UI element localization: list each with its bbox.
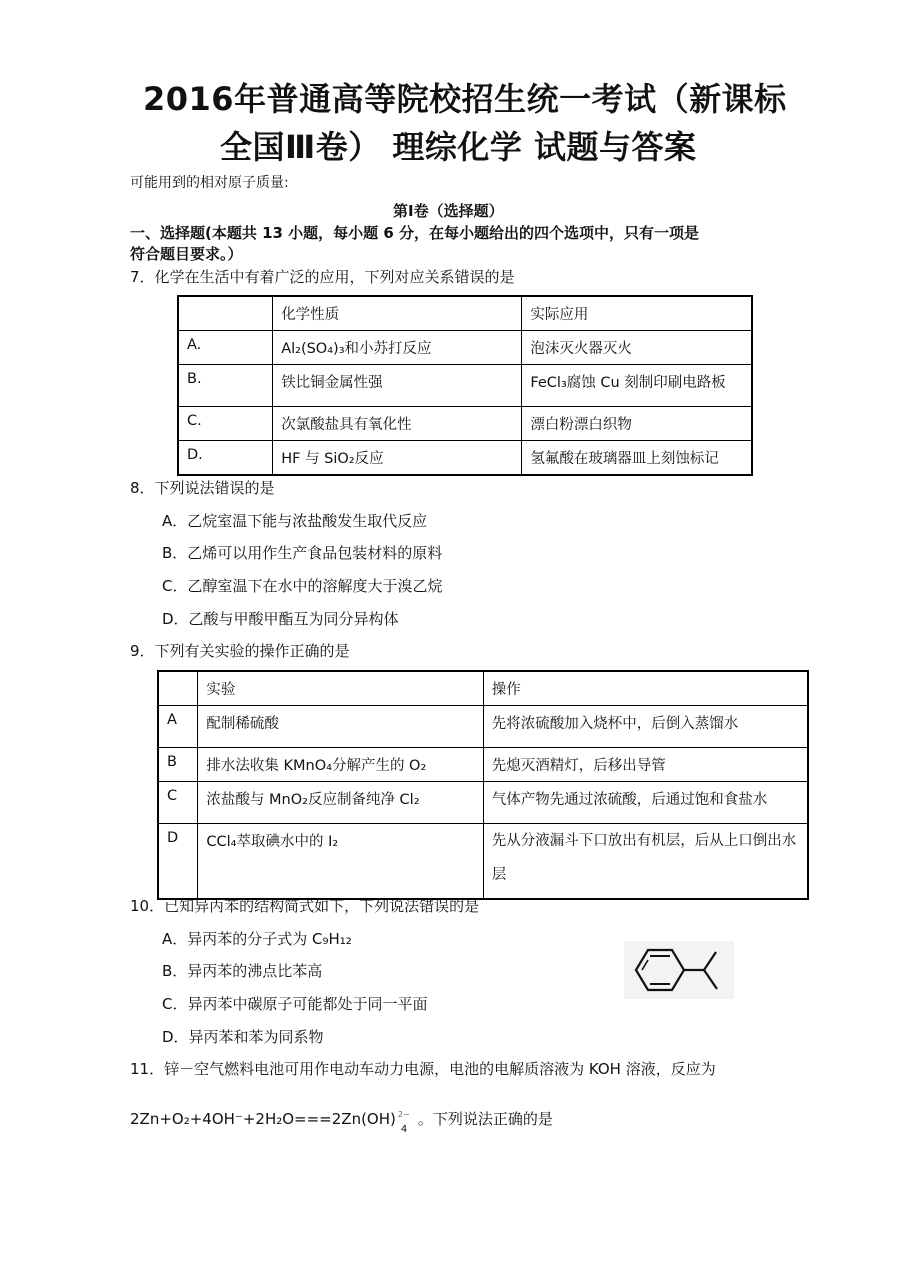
q7-header-property: 化学性质 <box>273 296 522 331</box>
q7-application-cell: 漂白粉漂白织物 <box>522 407 752 441</box>
table-row <box>158 824 808 900</box>
q9-experiment-cell: CCl₄萃取碘水中的 I₂ <box>198 824 483 900</box>
q8-option-b: B．乙烯可以用作生产食品包装材料的原料 <box>162 544 443 562</box>
q10-option-d: D．异丙苯和苯为同系物 <box>162 1028 324 1046</box>
q9-option-label: D <box>158 824 198 900</box>
q11-equation-subscript: 4 <box>400 1124 408 1135</box>
cumene-structure-icon <box>624 941 734 999</box>
q10-stem: 10．已知异丙苯的结构简式如下，下列说法错误的是 <box>130 897 480 915</box>
document-title-line1: 2016年普通高等院校招生统一考试（新课标 <box>143 80 787 118</box>
q11-equation-superscript: 2− <box>397 1110 410 1119</box>
q9-option-label: B <box>158 748 198 782</box>
q8-option-d: D．乙酸与甲酸甲酯互为同分异构体 <box>162 610 399 628</box>
q7-option-label: D. <box>178 441 273 476</box>
q11-equation: 2Zn+O₂+4OH⁻+2H₂O===2Zn(OH) <box>130 1110 396 1128</box>
q10-option-a: A．异丙苯的分子式为 C₉H₁₂ <box>162 930 352 948</box>
q9-option-label: A <box>158 706 198 748</box>
q10-option-b: B．异丙苯的沸点比苯高 <box>162 962 323 980</box>
q8-stem: 8．下列说法错误的是 <box>130 479 275 497</box>
q10-option-c: C．异丙苯中碳原子可能都处于同一平面 <box>162 995 428 1013</box>
q8-option-a: A．乙烷室温下能与浓盐酸发生取代反应 <box>162 512 428 530</box>
cumene-structure-image <box>624 941 734 999</box>
table-row <box>178 365 752 407</box>
q9-option-label: C <box>158 782 198 824</box>
q9-header-experiment: 实验 <box>198 671 483 706</box>
q7-application-cell: 氢氟酸在玻璃器皿上刻蚀标记 <box>522 441 752 476</box>
q9-experiment-cell: 浓盐酸与 MnO₂反应制备纯净 Cl₂ <box>198 782 483 824</box>
q7-table <box>177 295 753 476</box>
table-row <box>178 441 752 476</box>
document-title-line2: 全国Ⅲ卷） 理综化学 试题与答案 <box>220 128 697 166</box>
q7-application-cell: FeCl₃腐蚀 Cu 刻制印刷电路板 <box>522 365 752 407</box>
section-heading: 第Ⅰ卷（选择题） <box>393 202 504 220</box>
q7-option-label: A. <box>178 331 273 365</box>
q7-stem: 7．化学在生活中有着广泛的应用，下列对应关系错误的是 <box>130 268 515 286</box>
table-row <box>158 706 808 748</box>
instructions-line1: 一、选择题(本题共 13 小题，每小题 6 分，在每小题给出的四个选项中，只有一项是 <box>130 224 700 242</box>
q9-operation-cell: 气体产物先通过浓硫酸，后通过饱和食盐水 <box>483 782 808 824</box>
table-row <box>178 331 752 365</box>
q11-equation-line <box>130 1108 553 1135</box>
table-row <box>158 782 808 824</box>
instructions-line2: 符合题目要求。） <box>130 245 243 263</box>
q9-experiment-cell: 配制稀硫酸 <box>198 706 483 748</box>
q9-header-blank <box>158 671 198 706</box>
q9-stem: 9．下列有关实验的操作正确的是 <box>130 642 350 660</box>
table-row <box>178 407 752 441</box>
q7-application-cell: 泡沫灭火器灭火 <box>522 331 752 365</box>
q7-property-cell: HF 与 SiO₂反应 <box>273 441 522 476</box>
q9-table <box>157 670 809 900</box>
q8-option-c: C．乙醇室温下在水中的溶解度大于溴乙烷 <box>162 577 443 595</box>
q7-property-cell: 铁比铜金属性强 <box>273 365 522 407</box>
q9-operation-cell: 先将浓硫酸加入烧杯中，后倒入蒸馏水 <box>483 706 808 748</box>
q9-header-operation: 操作 <box>483 671 808 706</box>
q7-property-cell: 次氯酸盐具有氧化性 <box>273 407 522 441</box>
q11-stem: 11．锌－空气燃料电池可用作电动车动力电源，电池的电解质溶液为 KOH 溶液，反应为 <box>130 1060 716 1078</box>
q11-equation-tail: 。下列说法正确的是 <box>417 1110 553 1128</box>
q7-property-cell: Al₂(SO₄)₃和小苏打反应 <box>273 331 522 365</box>
q9-operation-cell: 先从分液漏斗下口放出有机层，后从上口倒出水层 <box>483 824 808 900</box>
q7-option-label: C. <box>178 407 273 441</box>
q7-option-label: B. <box>178 365 273 407</box>
q9-experiment-cell: 排水法收集 KMnO₄分解产生的 O₂ <box>198 748 483 782</box>
q7-header-blank <box>178 296 273 331</box>
table-row <box>158 748 808 782</box>
q7-header-application: 实际应用 <box>522 296 752 331</box>
atomic-mass-note: 可能用到的相对原子质量: <box>130 175 289 191</box>
q9-operation-cell: 先熄灭酒精灯，后移出导管 <box>483 748 808 782</box>
